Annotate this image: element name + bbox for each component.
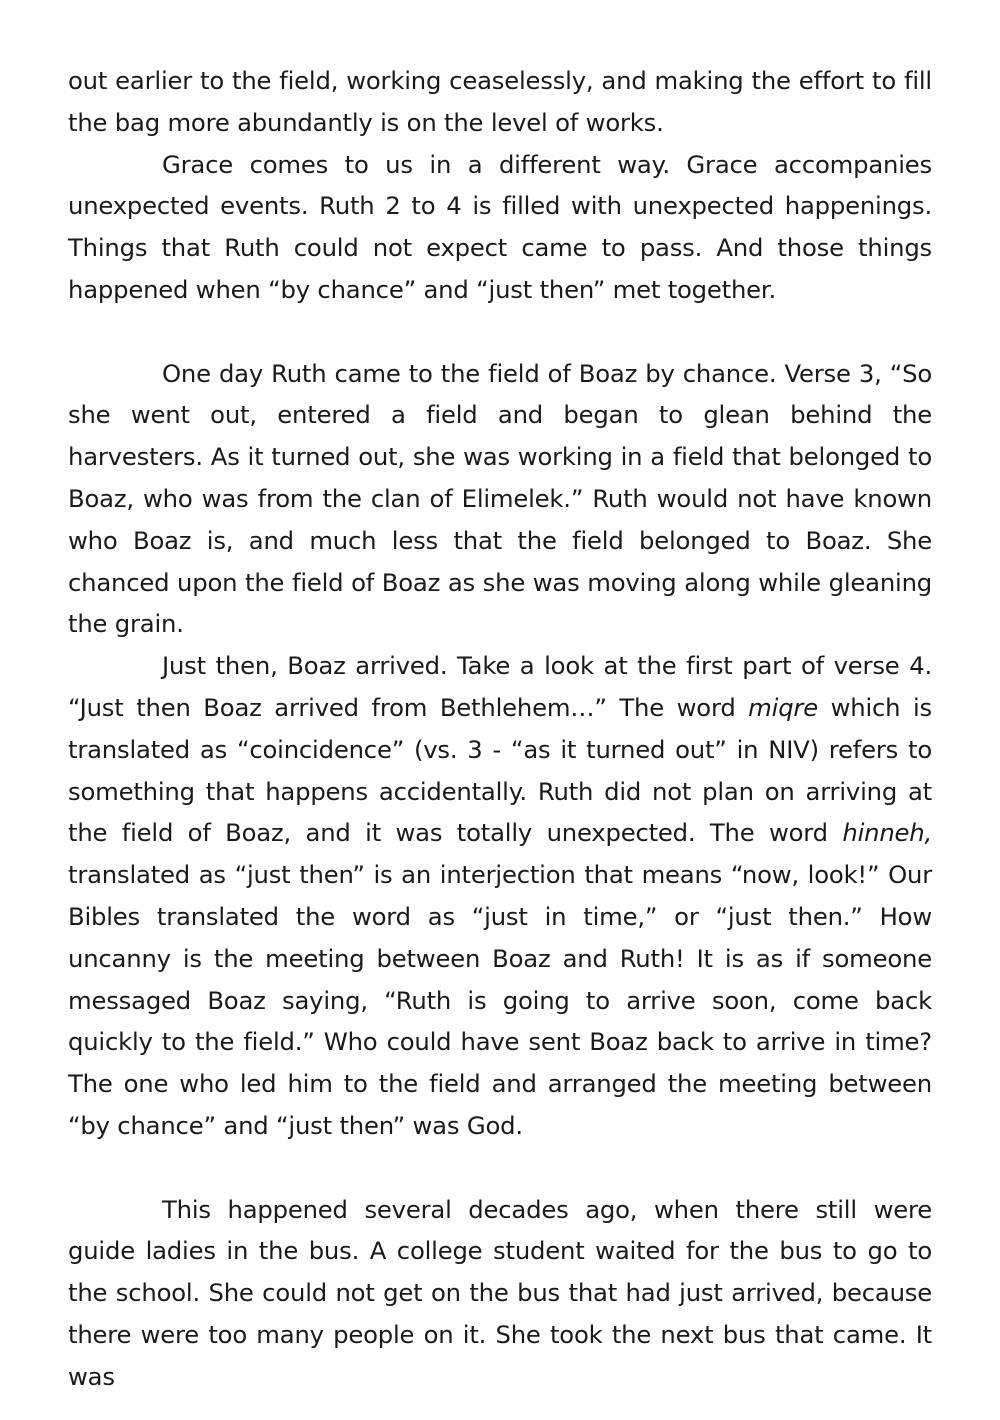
text-segment: Just then, Boaz arrived. Take a look at the first part of verse 4. “Just then Boaz arrived from Bethlehem…” The word xyxy=(68,651,932,722)
paragraph-by-chance: One day Ruth came to the field of Boaz by chance. Verse 3, “So she went out, entered a field and began to glean behind the harvesters. As it turned out, she was working in a field that belonged to Boaz, who was from the clan of Elimelek.” Ruth would not have known who Boaz is, and much less that the field belonged to Boaz. She chanced upon the field of Boaz as she was moving along while gleaning the grain. xyxy=(68,358,932,639)
paragraph-bus-story: This happened several decades ago, when there still were guide ladies in the bus. A college student waited for the bus to go to the school. She could not get on the bus that had just arrived, because there were too many people on it. She took the next bus that came. It was xyxy=(68,1194,932,1391)
paragraph-works: out earlier to the field, working ceaselessly, and making the effort to fill the bag more abundantly is on the level of works. xyxy=(68,66,932,137)
paragraph-spacer xyxy=(68,311,932,353)
paragraph-spacer xyxy=(68,1147,932,1189)
paragraph-grace: Grace comes to us in a different way. Grace accompanies unexpected events. Ruth 2 to 4 is filled with unexpected happenings. Things that Ruth could not expect came to pass. And those things happened when “by chance” and “just then” met together. xyxy=(68,149,932,304)
text-segment: translated as “just then” is an interjection that means “now, look!” Our Bibles translated the word as “just in time,” or “just then.” How uncanny is the meeting between Boaz and Ruth! It is as if someone messaged Boaz saying, “Ruth is going to arrive soon, come back quickly to the field.” Who could have sent Boaz back to arrive in time? The one who led him to the field and arranged the meeting between “by chance” and “just then” was God. xyxy=(68,860,932,1140)
paragraph-just-then xyxy=(68,645,932,1147)
italic-term-miqre: miqre xyxy=(748,692,818,722)
text-segment: which is translated as “coincidence” (vs. 3 - “as it turned out” in NIV) refers to something that happens accidentally. Ruth did not plan on arriving at the field of Boaz, and it was totally unexpected. The word xyxy=(68,692,932,848)
italic-term-hinneh: hinneh, xyxy=(842,818,932,848)
document-page xyxy=(68,60,932,1398)
